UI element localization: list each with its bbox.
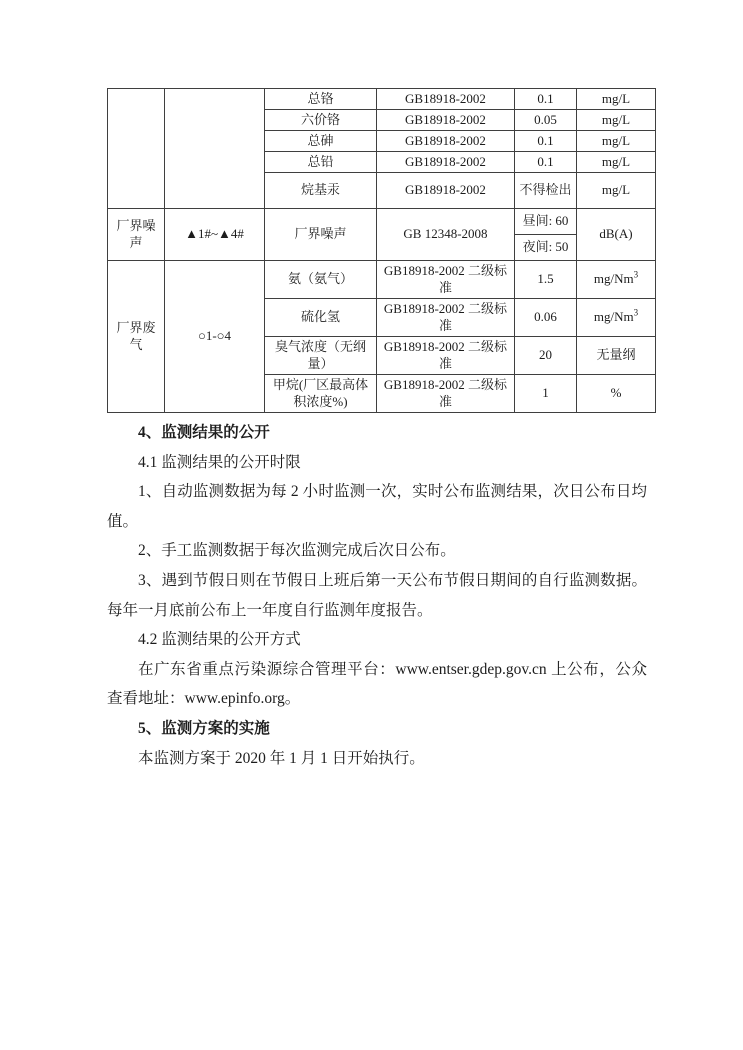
- cell-standard: GB 12348-2008: [377, 209, 515, 261]
- cell-standard: GB18918-2002: [377, 89, 515, 110]
- cell-standard: GB18918-2002 二级标准: [377, 375, 515, 413]
- unit-text: 无量纲: [596, 347, 636, 363]
- cell-limit: 0.1: [515, 152, 577, 173]
- cell-limit: 20: [515, 337, 577, 375]
- body-text: [107, 418, 647, 773]
- table-row-gas: [108, 261, 656, 299]
- cell-limit: 0.1: [515, 131, 577, 152]
- cell-points-gas: ○1-○4: [165, 261, 265, 413]
- cell-pollutant: 甲烷(厂区最高体积浓度%): [265, 375, 377, 413]
- cell-points-noise: ▲1#~▲4#: [165, 209, 265, 261]
- cell-limit-night: 夜间: 50: [515, 235, 577, 261]
- cell-unit: mg/L: [577, 131, 656, 152]
- section-4-heading: 4、监测结果的公开: [138, 424, 270, 441]
- cell-unit: [577, 261, 656, 299]
- cell-unit: [577, 375, 656, 413]
- cell-limit-day: 昼间: 60: [515, 209, 577, 235]
- paragraph-holiday-publishing: 3、遇到节假日则在节假日上班后第一天公布节假日期间的自行监测数据。每年一月底前公布上一年度自行监测年度报告。: [107, 571, 647, 619]
- cell-limit: 1.5: [515, 261, 577, 299]
- cell-limit: 0.05: [515, 110, 577, 131]
- cell-standard: GB18918-2002: [377, 110, 515, 131]
- cell-pollutant: 总砷: [265, 131, 377, 152]
- cell-unit: mg/L: [577, 152, 656, 173]
- cell-points-wastewater: [165, 89, 265, 209]
- cell-category-gas: 厂界废气: [108, 261, 165, 413]
- unit-superscript: 3: [633, 270, 639, 281]
- cell-limit: 0.1: [515, 89, 577, 110]
- paragraph-auto-monitoring: 1、自动监测数据为每 2 小时监测一次，实时公布监测结果，次日公布日均值。: [107, 483, 647, 530]
- section-4-1-heading: 4.1 监测结果的公开时限: [138, 453, 301, 471]
- cell-unit: mg/L: [577, 173, 656, 209]
- table-row-noise: [108, 209, 656, 235]
- cell-unit: [577, 299, 656, 337]
- cell-standard: GB18918-2002 二级标准: [377, 337, 515, 375]
- paragraph-implementation-date: 本监测方案于 2020 年 1 月 1 日开始执行。: [138, 749, 425, 767]
- cell-pollutant: 六价铬: [265, 110, 377, 131]
- cell-pollutant: 硫化氢: [265, 299, 377, 337]
- cell-pollutant: 总铅: [265, 152, 377, 173]
- paragraph-publish-platform: 在广东省重点污染源综合管理平台：www.entser.gdep.gov.cn 上公布，公众查看地址：www.epinfo.org。: [107, 660, 647, 708]
- cell-limit: 1: [515, 375, 577, 413]
- section-5-heading: 5、监测方案的实施: [138, 719, 270, 737]
- unit-text: mg/Nm: [593, 271, 634, 287]
- cell-category-noise: 厂界噪声: [108, 209, 165, 261]
- document-content: [107, 88, 655, 773]
- cell-pollutant: 氨（氨气）: [265, 261, 377, 299]
- cell-pollutant: 总铬: [265, 89, 377, 110]
- paragraph-manual-monitoring: 2、手工监测数据于每次监测完成后次日公布。: [138, 542, 456, 560]
- cell-unit: [577, 337, 656, 375]
- cell-unit: mg/L: [577, 110, 656, 131]
- cell-unit: dB(A): [577, 209, 656, 261]
- cell-unit: mg/L: [577, 89, 656, 110]
- cell-pollutant: 厂界噪声: [265, 209, 377, 261]
- cell-standard: GB18918-2002: [377, 152, 515, 173]
- cell-category-wastewater: [108, 89, 165, 209]
- cell-standard: GB18918-2002 二级标准: [377, 261, 515, 299]
- cell-pollutant: 烷基汞: [265, 173, 377, 209]
- cell-limit: 0.06: [515, 299, 577, 337]
- section-4-2-heading: 4.2 监测结果的公开方式: [138, 631, 301, 649]
- cell-standard: GB18918-2002: [377, 131, 515, 152]
- cell-limit: 不得检出: [515, 173, 577, 209]
- table-row: [108, 89, 656, 110]
- cell-standard: GB18918-2002 二级标准: [377, 299, 515, 337]
- unit-superscript: 3: [633, 308, 639, 319]
- cell-standard: GB18918-2002: [377, 173, 515, 209]
- unit-text: mg/Nm: [593, 309, 634, 325]
- cell-pollutant: 臭气浓度（无纲量）: [265, 337, 377, 375]
- unit-text: %: [610, 385, 622, 401]
- monitoring-table: [107, 88, 656, 413]
